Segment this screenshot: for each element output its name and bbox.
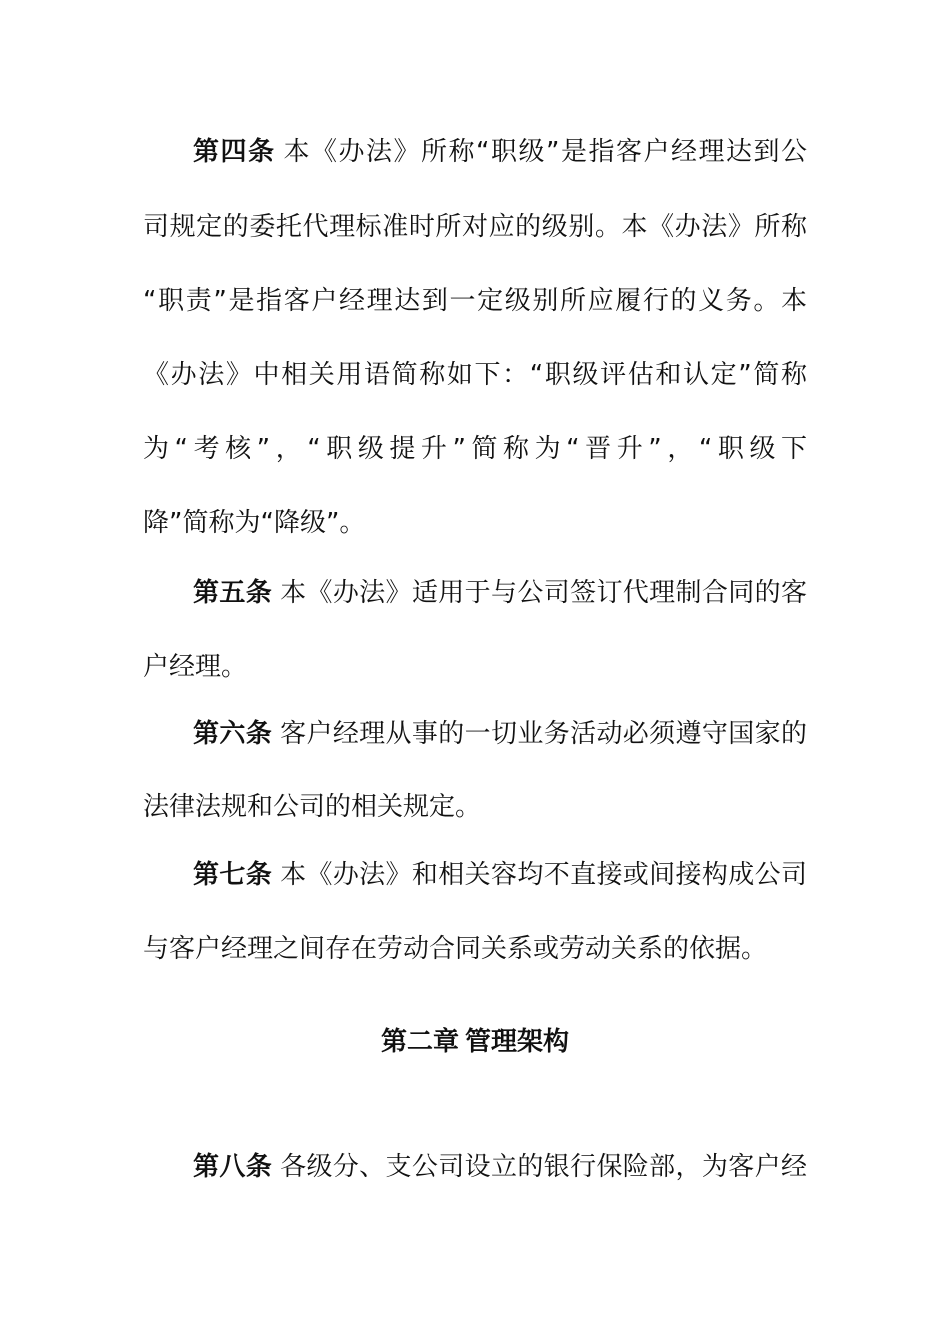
article-4-line-1 [193,134,807,170]
chapter-heading [0,1024,950,1060]
article-6-line-1 [193,716,807,752]
article-8-line-1 [193,1149,807,1185]
article-5-line-1 [193,575,807,611]
article-6-line-2: 法律法规和公司的相关规定。 [143,792,482,822]
article-5-line-2: 户经理。 [143,652,248,682]
article-4-line-5: 为“考核”，“职级提升”简称为“晋升”，“职级下 [143,434,807,464]
article-4-line-3: “职责”是指客户经理达到一定级别所应履行的义务。本 [143,286,807,316]
article-5-text-1: 本《办法》适用于与公司签订代理制合同的客 [280,578,807,608]
article-6-label: 第六条 [193,719,273,749]
chapter-number: 第二章 [380,1027,459,1057]
article-7-line-2: 与客户经理之间存在劳动合同关系或劳动关系的依据。 [143,934,768,964]
article-4-line-4: 《办法》中相关用语简称如下：“职级评估和认定”简称 [143,360,807,390]
article-4-line-6: 降”简称为“降级”。 [143,508,366,538]
article-8-text-1: 各级分、支公司设立的银行保险部，为客户经 [280,1152,807,1182]
article-4-line-2: 司规定的委托代理标准时所对应的级别。本《办法》所称 [143,212,807,242]
article-7-label: 第七条 [193,860,273,890]
article-7-line-1 [193,857,807,893]
chapter-title: 管理架构 [465,1027,570,1057]
article-8-label: 第八条 [193,1152,273,1182]
article-4-label: 第四条 [193,137,276,167]
article-6-text-1: 客户经理从事的一切业务活动必须遵守国家的 [280,719,807,749]
article-5-label: 第五条 [193,578,273,608]
article-7-text-1: 本《办法》和相关容均不直接或间接构成公司 [280,860,807,890]
article-4-text-1: 本《办法》所称“职级”是指客户经理达到公 [283,137,807,167]
